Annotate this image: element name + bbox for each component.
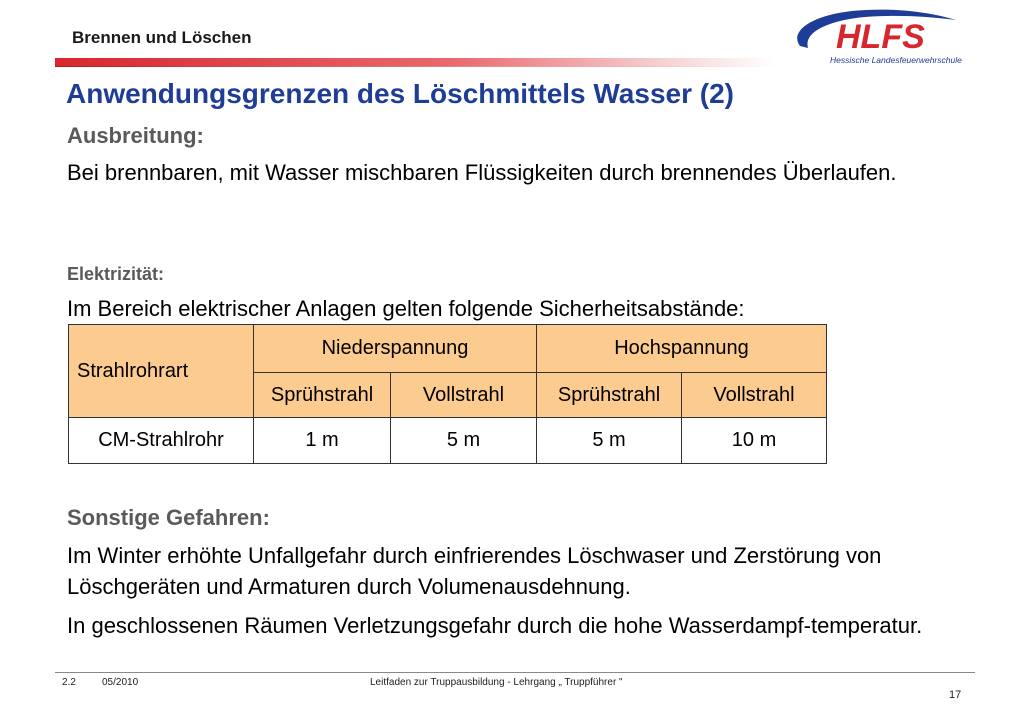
header-divider-bar [55,58,775,66]
cell-type: CM-Strahlrohr [69,418,254,464]
page-number: 17 [949,689,962,701]
text-ausbreitung: Bei brennbaren, mit Wasser mischbaren Flüssigkeiten durch brennendes Überlaufen. [67,160,897,185]
header-high-full: Vollstrahl [682,373,827,418]
hlfs-logo [786,6,966,68]
header-high-spray: Sprühstrahl [537,373,682,418]
safety-distance-table [68,324,827,464]
slide-title: Anwendungsgrenzen des Löschmittels Wasser (2) [66,78,734,109]
table-header-row-1 [69,325,827,373]
header-low-spray: Sprühstrahl [254,373,391,418]
heading-ausbreitung: Ausbreitung: [67,123,204,148]
footer-section: 2.2 [62,677,76,688]
footer-divider [55,672,975,673]
logo-text: HLFS [836,18,925,56]
heading-elektrizitaet: Elektrizität: [67,264,165,284]
header-hochspannung: Hochspannung [537,325,827,373]
cell-high-spray: 5 m [537,418,682,464]
text-elektrizitaet: Im Bereich elektrischer Anlagen gelten folgende Sicherheitsabstände: [67,296,745,321]
cell-low-full: 5 m [391,418,537,464]
text-sonstige-1: Im Winter erhöhte Unfallgefahr durch einfrierendes Löschwaser und Zerstörung von Löschgeräten und Armaturen durch Volumenausdehnung. [67,543,882,599]
header-niederspannung: Niederspannung [254,325,537,373]
heading-sonstige-gefahren: Sonstige Gefahren: [67,505,270,530]
header-divider-line [55,66,775,67]
text-sonstige-2: In geschlossenen Räumen Verletzungsgefahr durch die hohe Wasserdampf-temperatur. [67,613,923,638]
header-strahlrohrart: Strahlrohrart [69,325,254,418]
cell-low-spray: 1 m [254,418,391,464]
footer-course-title: Leitfaden zur Truppausbildung - Lehrgang „ Truppführer " [370,677,623,688]
table-row [69,418,827,464]
footer-date: 05/2010 [102,677,139,688]
logo-subtext: Hessische Landesfeuerwehrschule [830,55,962,65]
section-title: Brennen und Löschen [72,28,252,47]
header-low-full: Vollstrahl [391,373,537,418]
cell-high-full: 10 m [682,418,827,464]
